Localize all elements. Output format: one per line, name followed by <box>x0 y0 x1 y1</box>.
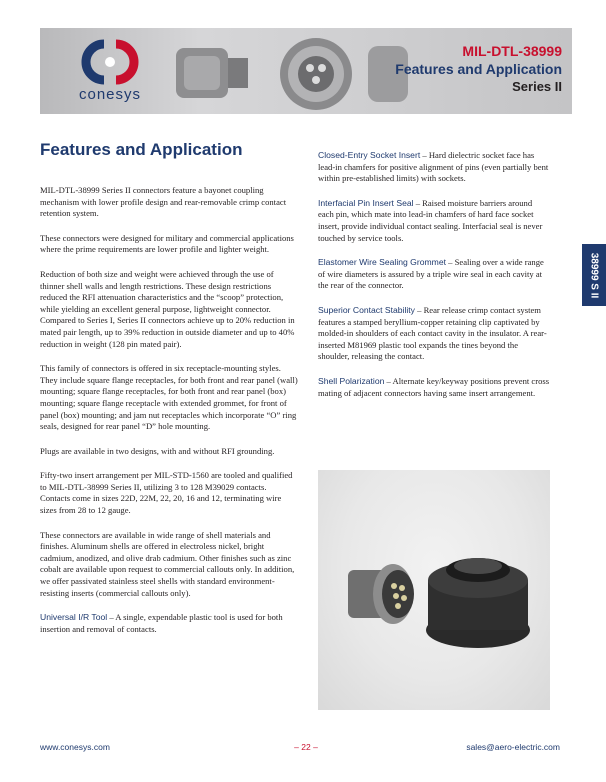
feature-title: Interfacial Pin Insert Seal <box>318 197 414 208</box>
page-title: Features and Application <box>40 140 243 159</box>
feature-title: Universal I/R Tool <box>40 612 108 623</box>
banner-spec: MIL-DTL-38999 <box>462 43 562 59</box>
logo-text: conesys <box>78 86 142 103</box>
page-number: – 22 – <box>294 742 318 752</box>
body-paragraph: Reduction of both size and weight were achieved through the use of thinner shell walls and length restrictions. These design restrictions reduced the RFI attenuation characteristics and the “scoop” protection, while yielding an excellent general purpose, lightweight connector. Compared to Series I, Series II connectors achieve up to 20% reduction in mated pair length, up to 39% reduction in outside diameter and up to 40% reduction in weight (128 pin mated pair). <box>40 268 295 349</box>
feature-text: – Alternate key/keyway positions prevent cross mating of adjacent connectors having same insert arrangement. <box>318 375 550 398</box>
feature-interfacial-seal <box>318 198 550 244</box>
conesys-logo <box>60 38 170 108</box>
feature-text: – Rear release crimp contact system features a stamped beryllium-copper retaining clip captivated by molded-in shoulders of each contact cavity in the insulator. A rear-inserted M81969 plastic tool expands the tines beyond the shoulder, releasing the contact. <box>318 304 547 362</box>
feature-closed-entry <box>318 150 550 185</box>
body-paragraph: These connectors are available in wide range of shell materials and finishes. Aluminum shells are offered in electroless nickel, bright cadmium, anodized, and olive drab cadmium. Other finishes such as zinc cobalt are available upon request to commercial callouts only. In addition, we offer passivated stainless steel shells with standard environment-resisting inserts (commercial callouts only). <box>40 529 295 598</box>
feature-text: – Raised moisture barriers around each pin, which mate into lead-in chamfers of hard face socket insert, provide individual contact sealing. Interfacial seal is never touched by service tools. <box>318 197 543 243</box>
feature-shell-polarization <box>318 376 550 399</box>
side-tab-label: 38999 S II <box>588 252 600 298</box>
body-paragraph: MIL-DTL-38999 Series II connectors feature a bayonet coupling mechanism with lower profile design and rear-removable crimp contact retention system. <box>40 185 287 219</box>
header-banner <box>40 28 572 114</box>
feature-title: Shell Polarization <box>318 375 385 386</box>
connectors-banner-image <box>170 28 430 114</box>
footer-website-link[interactable]: www.conesys.com <box>40 742 110 752</box>
connector-photo <box>318 470 550 710</box>
feature-grommet <box>318 257 550 292</box>
right-column <box>318 150 550 412</box>
feature-title: Superior Contact Stability <box>318 304 415 315</box>
banner-series: Series II <box>512 79 562 94</box>
feature-title: Closed-Entry Socket Insert <box>318 150 421 160</box>
side-tab <box>582 244 606 306</box>
body-paragraph: Fifty-two insert arrangement per MIL-STD-1560 are tooled and qualified to MIL-DTL-38999 Series II, utilizing 3 to 128 M39029 contacts. Contacts come in sizes 22D, 22M, 22, 20, 16 and 12, terminating wire sizes from 28 to 12 gauge. <box>40 470 293 516</box>
banner-subtitle: Features and Application <box>395 61 562 77</box>
body-paragraph: These connectors were designed for military and commercial applications where the prime requirements are lower profile and lighter weight. <box>40 232 294 255</box>
banner-title <box>395 42 562 96</box>
feature-contact-stability <box>318 305 550 363</box>
conesys-logo-mark-icon <box>70 38 150 86</box>
body-paragraph: Plugs are available in two designs, with and without RFI grounding. <box>40 445 275 456</box>
footer-email-link[interactable]: sales@aero-electric.com <box>466 742 560 752</box>
feature-text: – Hard dielectric socket face has lead-in chamfers for positive alignment of pins (even partially bent within pre-established limits) with sockets. <box>318 150 549 184</box>
feature-universal-tool <box>40 612 298 635</box>
feature-text: – Sealing over a wide range of wire diameters is assured by a triple wire seal in each cavity at the rear of the connector. <box>318 257 544 291</box>
feature-title: Elastomer Wire Sealing Grommet <box>318 257 446 268</box>
connector-photo-image <box>318 470 550 710</box>
left-column <box>40 140 298 648</box>
feature-text: – A single, expendable plastic tool is used for both insertion and removal of contacts. <box>40 612 283 634</box>
body-paragraph: This family of connectors is offered in six receptacle-mounting styles. They include square flange receptacles, for both front and rear panel (wall) mounting; square flange receptacles, for both front and rear panel (box) mounting; square flange receptacle with extended grommet, for front of panel (box) mounting; and jam nut receptacles which incorporate “O” ring seals, designed for rear panel “D” hole mounting. <box>40 363 298 432</box>
